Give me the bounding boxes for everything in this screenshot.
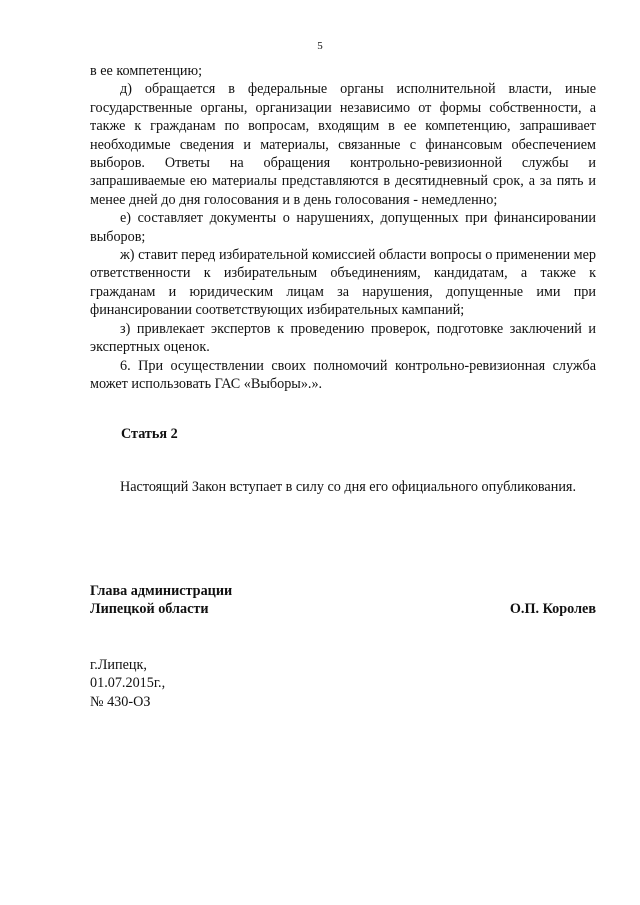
signatory-name: О.П. Королев: [509, 601, 596, 618]
paragraph-item-z: з) привлекает экспертов к проведению проверок, подготовке заключений и экспертных оценок.: [90, 320, 596, 356]
signature-row: [90, 600, 596, 618]
place-city: г.Липецк,: [90, 657, 147, 673]
document-date: 01.07.2015г.,: [90, 675, 166, 692]
signatory-title-line1: Глава администрации: [90, 583, 233, 599]
signatory-title-line2: Липецкой области: [90, 601, 209, 618]
paragraph-item-zh: ж) ставит перед избирательной комиссией области вопросы о применении мер ответственности к избирательным объединениям, кандидатам, а также к гражданам и юридическим лицам за нарушения, допущенные ими при финансировании соответствующих избирательных кампаний;: [90, 247, 596, 319]
signature-block: [90, 582, 596, 619]
page-number: 5: [317, 40, 323, 52]
place-date-block: [90, 656, 165, 711]
article-text: Настоящий Закон вступает в силу со дня его официального опубликования.: [120, 479, 576, 495]
article-body: [90, 478, 596, 496]
document-number: № 430-ОЗ: [90, 693, 151, 710]
law-text-body: [90, 62, 596, 393]
paragraph-item-d: д) обращается в федеральные органы исполнительной власти, иные государственные органы, организации независимо от формы собственности, а также к гражданам по вопросам, входящим в ее компетенцию, запрашивает необходимые сведения и материалы, связанные с финансовым обеспечением выборов. Ответы на обращения контрольно-ревизионной службы и запрашиваемые ею материалы представляются в десятидневный срок, а за пять и менее дней до дня голосования и в день голосования - немедленно;: [90, 81, 596, 208]
paragraph-continuation: в ее компетенцию;: [90, 63, 203, 79]
article-heading: Статья 2: [121, 426, 178, 442]
paragraph-item-6: 6. При осуществлении своих полномочий контрольно-ревизионная служба может использовать ГАС «Выборы».».: [90, 357, 596, 392]
paragraph-item-e: е) составляет документы о нарушениях, допущенных при финансировании выборов;: [90, 210, 596, 245]
